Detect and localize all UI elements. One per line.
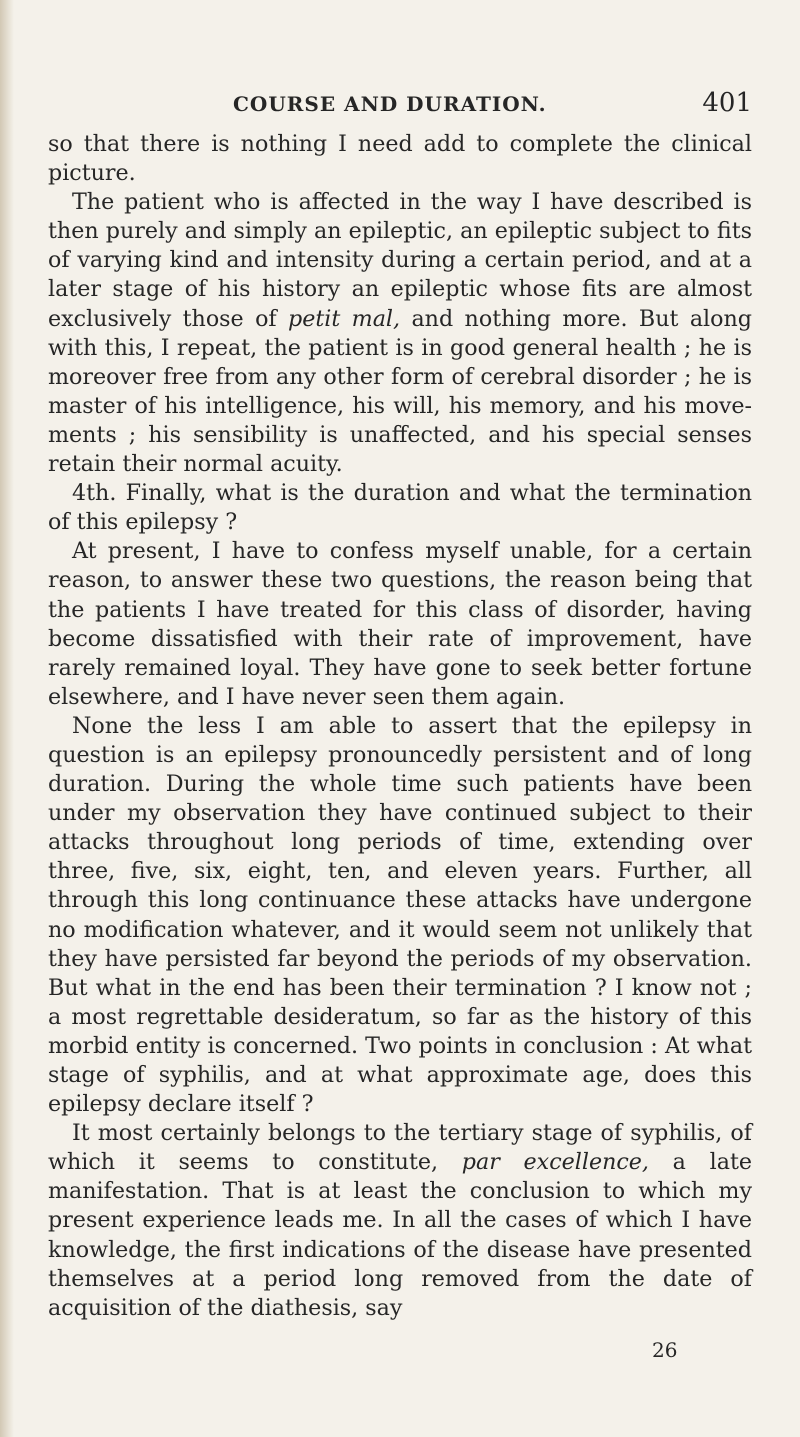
paragraph-6-text-c: a late manifestation. That is at least the conclusion to which my present experience leads me. In all the cases of which I have knowledge, the first indications of the disease have presented themselves at a period long removed from the date of acquisition of the diathesis, say bbox=[48, 1149, 752, 1321]
paragraph-2-text-c: and nothing more. But along with this, I repeat, the patient is in good general health ; he is moreover free from any other form of cerebral disorder ; he is master of his intelligence, his will, his memory, and his movements ; his sensibility is unaffected, and his special senses retain their normal acuity. bbox=[48, 305, 752, 478]
paragraph-5: None the less I am able to assert that the epilepsy in question is an epilepsy pronouncedly persistent and of long duration. During the whole time such patients have been under my observation they have continued subject to their attacks throughout long periods of time, extending over three, five, six, eight, ten, and eleven years. Further, all through this long continuance these attacks have undergone no modification whatever, and it would seem not unlikely that they have persisted far beyond the periods of my observation. But what in the end has been their termination ? I know not ; a most regrettable desideratum, so far as the history of this morbid entity is concerned. Two points in conclusion : At what stage of syphilis, and at what approximate age, does this epilepsy declare itself ? bbox=[48, 712, 752, 1118]
paragraph-2-italic: petit mal, bbox=[288, 305, 401, 332]
paragraph-1: so that there is nothing I need add to complete the clinical picture. bbox=[48, 131, 752, 187]
page-edge-shadow bbox=[0, 0, 14, 1437]
printer-signature: 26 bbox=[652, 1338, 678, 1362]
paragraph-2 bbox=[48, 188, 752, 479]
paragraph-2-text-a: The patient who is affected in the way I have described is then purely and simply an epileptic, an epileptic subject to fits of varying kind and intensity during a certain period, and at a later stage of his history an epileptic whose fits are almost exclusively those of bbox=[48, 189, 752, 332]
paragraph-4: At present, I have to confess myself unable, for a certain reason, to answer these two questions, the reason being that the patients I have treated for this class of disorder, having become dissatisfied with their rate of improvement, have rarely remained loyal. They have gone to seek better fortune elsewhere, and I have never seen them again. bbox=[48, 538, 752, 710]
book-page bbox=[48, 88, 752, 1323]
paragraph-6-text-a: It most certainly belongs to the tertiary stage of syphilis, of which it seems to constitute, bbox=[48, 1120, 752, 1176]
paragraph-6-italic: par excellence, bbox=[461, 1149, 649, 1176]
paragraph-3: 4th. Finally, what is the duration and what the termination of this epilepsy ? bbox=[48, 480, 752, 536]
running-head: COURSE AND DURATION. bbox=[233, 92, 547, 116]
page-header bbox=[48, 88, 752, 122]
page-number: 401 bbox=[702, 88, 752, 118]
paragraph-6 bbox=[48, 1119, 752, 1323]
